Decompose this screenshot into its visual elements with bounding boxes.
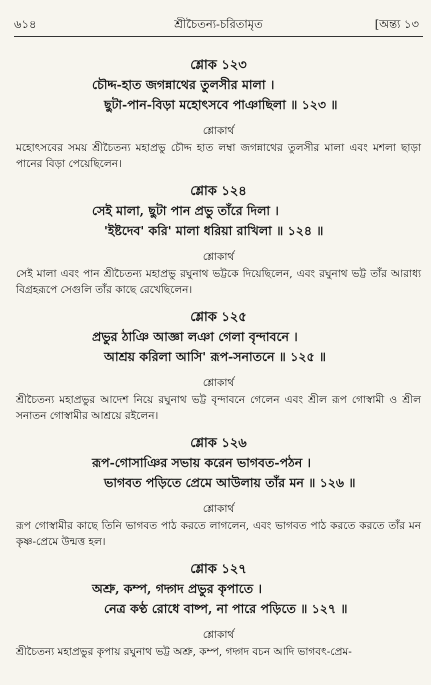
verse-heading: শ্লোক ১২৭ [190,562,247,577]
running-header [14,0,423,30]
translation-text: শ্রীচৈতন্য মহাপ্রভুর কৃপায় রঘুনাথ ভট্ট অশ্রু, কম্প, গদ্গদ বচন আদি ভাগবৎ-প্রেম- [16,646,352,658]
translation-text: শ্রীচৈতন্য মহাপ্রভুর আদেশ নিয়ে রঘুনাথ ভট্ট বৃন্দাবনে গেলেন এবং শ্রীল রূপ গোস্বামী ও শ্রীল সনাতন গোস্বামীর আশ্রয়ে রইলেন। [16,394,421,422]
translation-heading: শ্লোকার্থ [202,629,235,641]
verse-line: চৌদ্দ-হাত জগন্নাথের তুলসীর মালা । [92,77,275,92]
verse-line: অশ্রু, কম্প, গদ্গদ প্রভুর কৃপাতে । [92,581,263,596]
verse-block [14,434,423,550]
translation-text: সেই মালা এবং পান শ্রীচৈতন্য মহাপ্রভু রঘুনাথ ভট্টকে দিয়েছিলেন, এবং রঘুনাথ ভট্ট তাঁর আরাধ্য বিগ্রহরূপে সেগুলি তাঁর কাছে রেখেছিলেন। [16,268,421,296]
verse-line: আশ্রয় করিলা আসি' রূপ-সনাতনে ॥ ১২৫ ॥ [104,349,326,364]
header-rule [14,36,423,37]
verse-line: 'ইষ্টদেব' করি' মালা ধরিয়া রাখিলা ॥ ১২৪ ॥ [104,223,324,238]
verse-line: নেত্র কণ্ঠ রোধে বাষ্প, না পারে পড়িতে ॥ ১২৭ ॥ [104,601,348,616]
verse-line: রূপ-গোসাঞির সভায় করেন ভাগবত-পঠন । [92,455,312,470]
page-content [14,56,423,670]
verse-heading: শ্লোক ১২৩ [190,58,247,73]
translation-heading: শ্লোকার্থ [202,125,235,137]
translation-heading: শ্লোকার্থ [202,251,235,263]
verse-block [14,308,423,424]
verse-heading: শ্লোক ১২৬ [190,436,247,451]
verse-block [14,56,423,172]
verse-block [14,560,423,660]
verse-line: ছুটা-পান-বিড়া মহোৎসবে পাঞাছিলা ॥ ১২৩ ॥ [104,97,338,112]
translation-heading: শ্লোকার্থ [202,503,235,515]
page-number: ৬১৪ [14,17,37,31]
verse-heading: শ্লোক ১২৪ [190,184,247,199]
translation-text: মহোৎসবের সময় শ্রীচৈতন্য মহাপ্রভু চৌদ্দ হাত লম্বা জগন্নাথের তুলসীর মালা এবং মশলা ছাড়া পানের বিড়া পেয়েছিলেন। [16,142,421,170]
verse-line: প্রভুর ঠাঞি আজ্ঞা লঞা গেলা বৃন্দাবনে । [92,329,298,344]
verse-heading: শ্লোক ১২৫ [190,310,247,325]
translation-heading: শ্লোকার্থ [202,377,235,389]
translation-text: রূপ গোস্বামীর কাছে তিনি ভাগবত পাঠ করতে লাগলেন, এবং ভাগবত পাঠ করতে করতে তাঁর মন কৃষ্ণ-প্রেমে উন্মত্ত হল। [16,520,421,548]
verse-line: ভাগবত পড়িতে প্রেমে আউলায় তাঁর মন ॥ ১২৬ ॥ [104,475,356,490]
running-title: শ্রীচৈতন্য-চরিতামৃত [174,17,263,31]
verse-line: সেই মালা, ছুটা পান প্রভু তাঁরে দিলা । [92,203,279,218]
section-marker: [অন্ত্য ১৩ [374,17,419,31]
verse-block [14,182,423,298]
